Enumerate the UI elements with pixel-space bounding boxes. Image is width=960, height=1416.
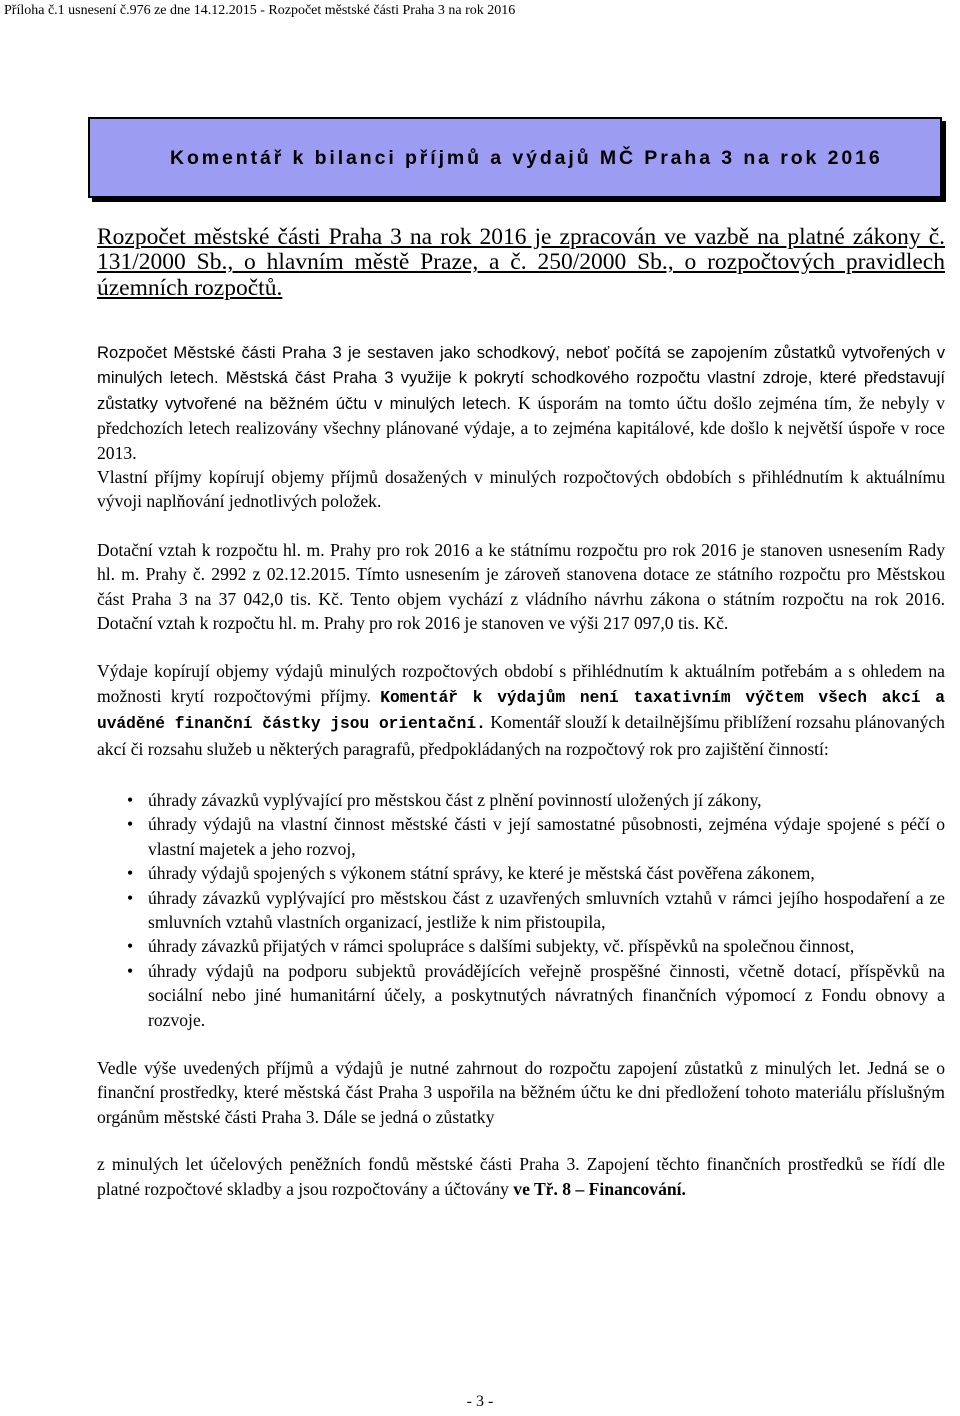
document-title: Komentář k bilanci příjmů a výdajů MČ Praha 3 na rok 2016 <box>170 147 883 169</box>
bullet-icon: • <box>127 789 134 810</box>
list-item-text: úhrady závazků vyplývající pro městskou část z uzavřených smluvních vztahů v rámci jejího hospodaření a ze smluvních vztahů vlastních organizací, jestliže k nim přistoupila, <box>148 887 945 933</box>
paragraph-expenses-bold: Komentář k výdajům není taxativním výčtem všech akcí a uváděné finanční částky jsou orientační. <box>97 688 946 734</box>
paragraph-expenses-text-2: Komentář slouží k detailnějšímu přiblížení rozsahu plánovaných akcí či rozsahu služeb u některých paragrafů, předpokládaných na rozpočtový rok pro zajištění činností: <box>97 712 945 759</box>
list-item-text: úhrady závazků přijatých v rámci spolupráce s dalšími subjekty, vč. příspěvků na společnou činnost, <box>148 936 855 957</box>
title-box <box>88 117 942 198</box>
page-number: - 3 - <box>466 1393 494 1410</box>
paragraph-deficit-sentence-2: Městská část Praha 3 využije k pokrytí schodkového rozpočtu vlastní zdroje, které představují zůstatky vytvořené na běžném účtu v minulých letech. <box>97 368 945 413</box>
activities-list <box>97 788 945 1032</box>
paragraph-deficit-sentence-1: Rozpočet Městské části Praha 3 je sestaven jako schodkový, neboť počítá se zapojením zůstatků vytvořených v minulých letech. <box>97 342 945 388</box>
list-item <box>97 959 945 1032</box>
list-item <box>97 812 945 861</box>
bullet-icon: • <box>127 960 134 981</box>
document-body <box>97 225 945 1201</box>
intro-paragraph: Rozpočet městské části Praha 3 na rok 2016 je zpracován ve vazbě na platné zákony č. 131/2000 Sb., o hlavním městě Praze, a č. 250/2000 Sb., o rozpočtových pravidlech územních rozpočtů. <box>97 224 945 301</box>
list-item <box>97 934 945 958</box>
bullet-icon: • <box>127 863 134 884</box>
page-header: Příloha č.1 usnesení č.976 ze dne 14.12.2015 - Rozpočet městské části Praha 3 na rok 2016 <box>4 3 516 18</box>
paragraph-funds <box>97 1152 945 1201</box>
paragraph-deficit-sentence-3: K úsporám na tomto účtu došlo zejména tím, že nebyly v předchozích letech realizovány všechny plánované výdaje, a to zejména kapitálové, kde došlo k největší úspoře v roce 2013. <box>97 392 945 463</box>
bullet-icon: • <box>127 887 134 908</box>
paragraph-expenses <box>97 659 945 761</box>
paragraph-funds-text: z minulých let účelových peněžních fondů městské části Praha 3. Zapojení těchto finančních prostředků se řídí dle platné rozpočtové skladby a jsou rozpočtovány a účtovány <box>97 1154 945 1199</box>
paragraph-own-income: Vlastní příjmy kopírují objemy příjmů dosažených v minulých rozpočtových obdobích s přihlédnutím k aktuálnímu vývoji naplňování jednotlivých položek. <box>97 466 945 512</box>
paragraph-funds-bold: ve Tř. 8 – Financování. <box>513 1178 686 1199</box>
paragraph-balances: Vedle výše uvedených příjmů a výdajů je nutné zahrnout do rozpočtu zapojení zůstatků z minulých let. Jedná se o finanční prostředky, které městská část Praha 3 uspořila na běžném účtu ke dni předložení tohoto materiálu příslušným orgánům městské části Praha 3. Dále se jedná o zůstatky <box>97 1058 945 1127</box>
list-item <box>97 861 945 885</box>
list-item <box>97 886 945 935</box>
bullet-icon: • <box>127 814 134 835</box>
list-item-text: úhrady výdajů na vlastní činnost městské části v její samostatné působnosti, zejména výdaje spojené s péčí o vlastní majetek a jeho rozvoj, <box>148 814 945 859</box>
list-item-text: úhrady závazků vyplývající pro městskou část z plnění povinností uložených jí zákony, <box>148 789 762 810</box>
paragraph-expenses-text-1: Výdaje kopírují objemy výdajů minulých rozpočtových období s přihlédnutím k aktuálním potřebám a s ohledem na možnosti krytí rozpočtovými příjmy. <box>97 661 945 706</box>
list-item-text: úhrady výdajů spojených s výkonem státní správy, ke které je městská část pověřena zákonem, <box>148 863 815 884</box>
list-item-text: úhrady výdajů na podporu subjektů provádějících veřejně prospěšné činnosti, včetně dotací, příspěvků na sociální nebo jiné humanitární účely, a poskytnutých návratných finančních výpomocí z Fondu obnovy a rozvoje. <box>148 960 945 1030</box>
list-item <box>97 788 945 812</box>
bullet-icon: • <box>127 936 134 957</box>
paragraph-deficit <box>97 340 945 465</box>
paragraph-subsidy: Dotační vztah k rozpočtu hl. m. Prahy pro rok 2016 a ke státnímu rozpočtu pro rok 2016 je stanoven usnesením Rady hl. m. Prahy č. 2992 z 02.12.2015. Tímto usnesením je zároveň stanovena dotace ze státního rozpočtu pro Městskou část Praha 3 na 37 042,0 tis. Kč. Tento objem vychází z vládního návrhu zákona o státním rozpočtu na rok 2016. Dotační vztah k rozpočtu hl. m. Prahy pro rok 2016 je stanoven ve výši 217 097,0 tis. Kč. <box>97 539 945 633</box>
